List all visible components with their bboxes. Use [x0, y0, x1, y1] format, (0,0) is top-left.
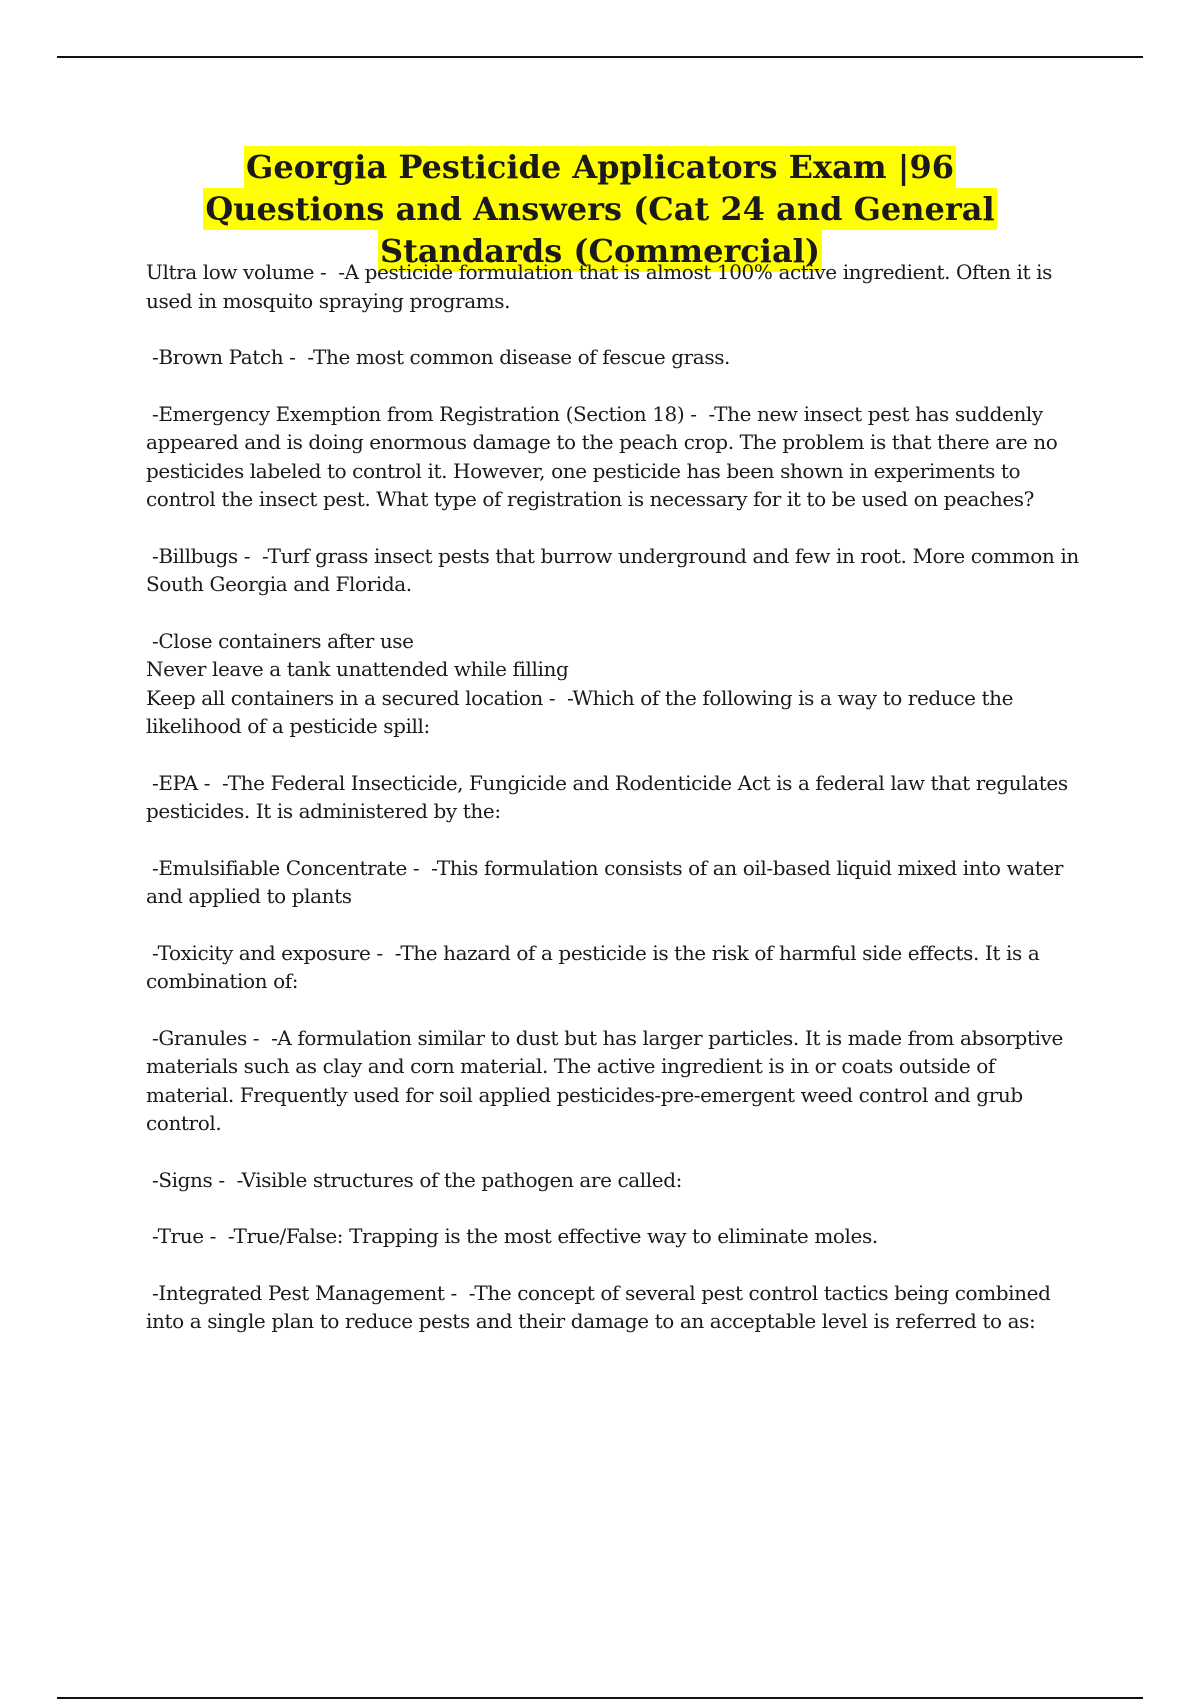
qa-entry: -EPA - -The Federal Insecticide, Fungicide and Rodenticide Act is a federal law that regulates pesticides. It is administered by the: [146, 770, 1074, 823]
qa-entry: -Granules - -A formulation similar to dust but has larger particles. It is made from absorptive materials such as clay and corn material. The active ingredient is in or coats outside of material. Frequently used for soil applied pesticides-pre-emergent weed control and grub control. [146, 1025, 1069, 1135]
document-title [150, 146, 1050, 272]
qa-entry: -Signs - -Visible structures of the pathogen are called: [146, 1167, 682, 1192]
qa-list [146, 258, 1086, 1364]
title-block [0, 146, 1200, 272]
top-rule [57, 56, 1143, 58]
qa-entry: -Brown Patch - -The most common disease of fescue grass. [146, 345, 731, 369]
qa-entry: -Integrated Pest Management - -The concept of several pest control tactics being combined into a single plan to reduce pests and their damage to an acceptable level is referred to as: [146, 1280, 1057, 1333]
qa-entry: -Emergency Exemption from Registration (Section 18) - -The new insect pest has suddenly appeared and is doing enormous damage to the peach crop. The problem is that there are no pesticides labeled to control it. However, one pesticide has been shown in experiments to control the insect pest. What type of registration is necessary for it to be used on peaches? [146, 401, 1064, 511]
qa-entry: -True - -True/False: Trapping is the most effective way to eliminate moles. [146, 1224, 878, 1248]
qa-entry: -Toxicity and exposure - -The hazard of a pesticide is the risk of harmful side effects. It is a combination of: [146, 940, 1046, 993]
qa-entry: -Emulsifiable Concentrate - -This formulation consists of an oil-based liquid mixed into water and applied to plants [146, 855, 1069, 908]
bottom-rule [57, 1697, 1143, 1699]
qa-entry: -Billbugs - -Turf grass insect pests that burrow underground and few in root. More common in South Georgia and Florida. [146, 543, 1085, 596]
qa-entry: Ultra low volume - -A pesticide formulation that is almost 100% active ingredient. Often it is used in mosquito spraying programs. [146, 260, 1058, 313]
title-highlight: Georgia Pesticide Applicators Exam |96 Questions and Answers (Cat 24 and General Standards (Commercial) [205, 148, 995, 270]
qa-entry: -Close containers after use Never leave a tank unattended while filling Keep all containers in a secured location - -Which of the following is a way to reduce the likelihood of a pesticide spill: [146, 628, 1014, 738]
